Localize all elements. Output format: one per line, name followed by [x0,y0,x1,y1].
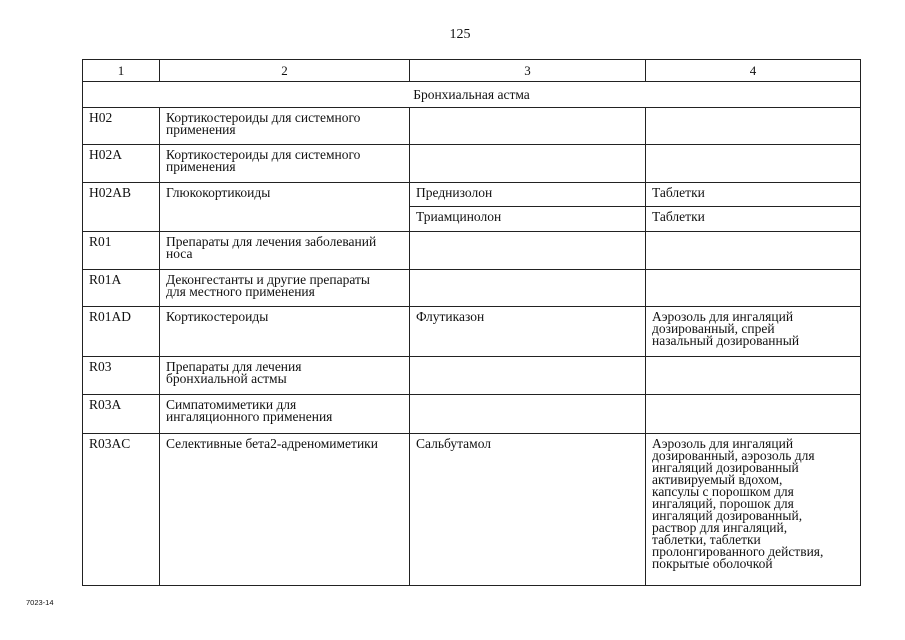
atc-group: Селективные бета2-адреномиметики [160,434,410,586]
column-header: 1 [83,60,160,82]
dosage-form: Таблетки [646,207,861,232]
atc-code: R01AD [83,307,160,357]
section-title: Бронхиальная астма [83,82,861,108]
atc-code: H02A [83,145,160,183]
atc-group: Кортикостероиды для системного применения [160,145,410,183]
table-row [83,232,861,270]
column-header: 2 [160,60,410,82]
substance-name [410,108,646,145]
dosage-form: Аэрозоль для ингаляций дозированный, спрей назальный дозированный [646,307,861,357]
substance-name [410,395,646,434]
column-header: 4 [646,60,861,82]
atc-group: Кортикостероиды для системного применения [160,108,410,145]
substance-name [410,270,646,307]
substance-name: Сальбутамол [410,434,646,586]
atc-code: R01A [83,270,160,307]
atc-group: Глюкокортикоиды [160,183,410,232]
atc-group: Препараты для лечения заболеваний носа [160,232,410,270]
dosage-form [646,232,861,270]
atc-code: R03AC [83,434,160,586]
dosage-form [646,395,861,434]
dosage-form: Таблетки [646,183,861,207]
dosage-form [646,145,861,183]
column-header: 3 [410,60,646,82]
table-row [83,434,861,586]
footer-code: 7023-14 [26,598,54,607]
dosage-form: Аэрозоль для ингаляций дозированный, аэрозоль для ингаляций дозированный активируемый вдохом, капсулы с порошком для ингаляций, порошок для ингаляций дозированный, раствор для ингаляций, таблетки, таблетки пролонгированного действия, покрытые оболочкой [646,434,861,586]
table-header-row [83,60,861,82]
substance-name [410,145,646,183]
section-row [83,82,861,108]
page-number: 125 [449,27,471,42]
dosage-form [646,270,861,307]
substance-name: Флутиказон [410,307,646,357]
atc-group: Препараты для лечения бронхиальной астмы [160,357,410,395]
table-row [83,108,861,145]
atc-code: R01 [83,232,160,270]
table-row [83,270,861,307]
table-row [83,357,861,395]
drug-table [82,59,861,586]
table-row [83,395,861,434]
dosage-form [646,357,861,395]
atc-group: Кортикостероиды [160,307,410,357]
table-row [83,183,861,207]
atc-group: Симпатомиметики для ингаляционного применения [160,395,410,434]
substance-name: Триамцинолон [410,207,646,232]
atc-code: R03A [83,395,160,434]
dosage-form [646,108,861,145]
table-row [83,145,861,183]
atc-code: H02 [83,108,160,145]
atc-code: H02AB [83,183,160,232]
atc-code: R03 [83,357,160,395]
substance-name [410,357,646,395]
substance-name [410,232,646,270]
substance-name: Преднизолон [410,183,646,207]
atc-group: Деконгестанты и другие препараты для местного применения [160,270,410,307]
table-row [83,307,861,357]
